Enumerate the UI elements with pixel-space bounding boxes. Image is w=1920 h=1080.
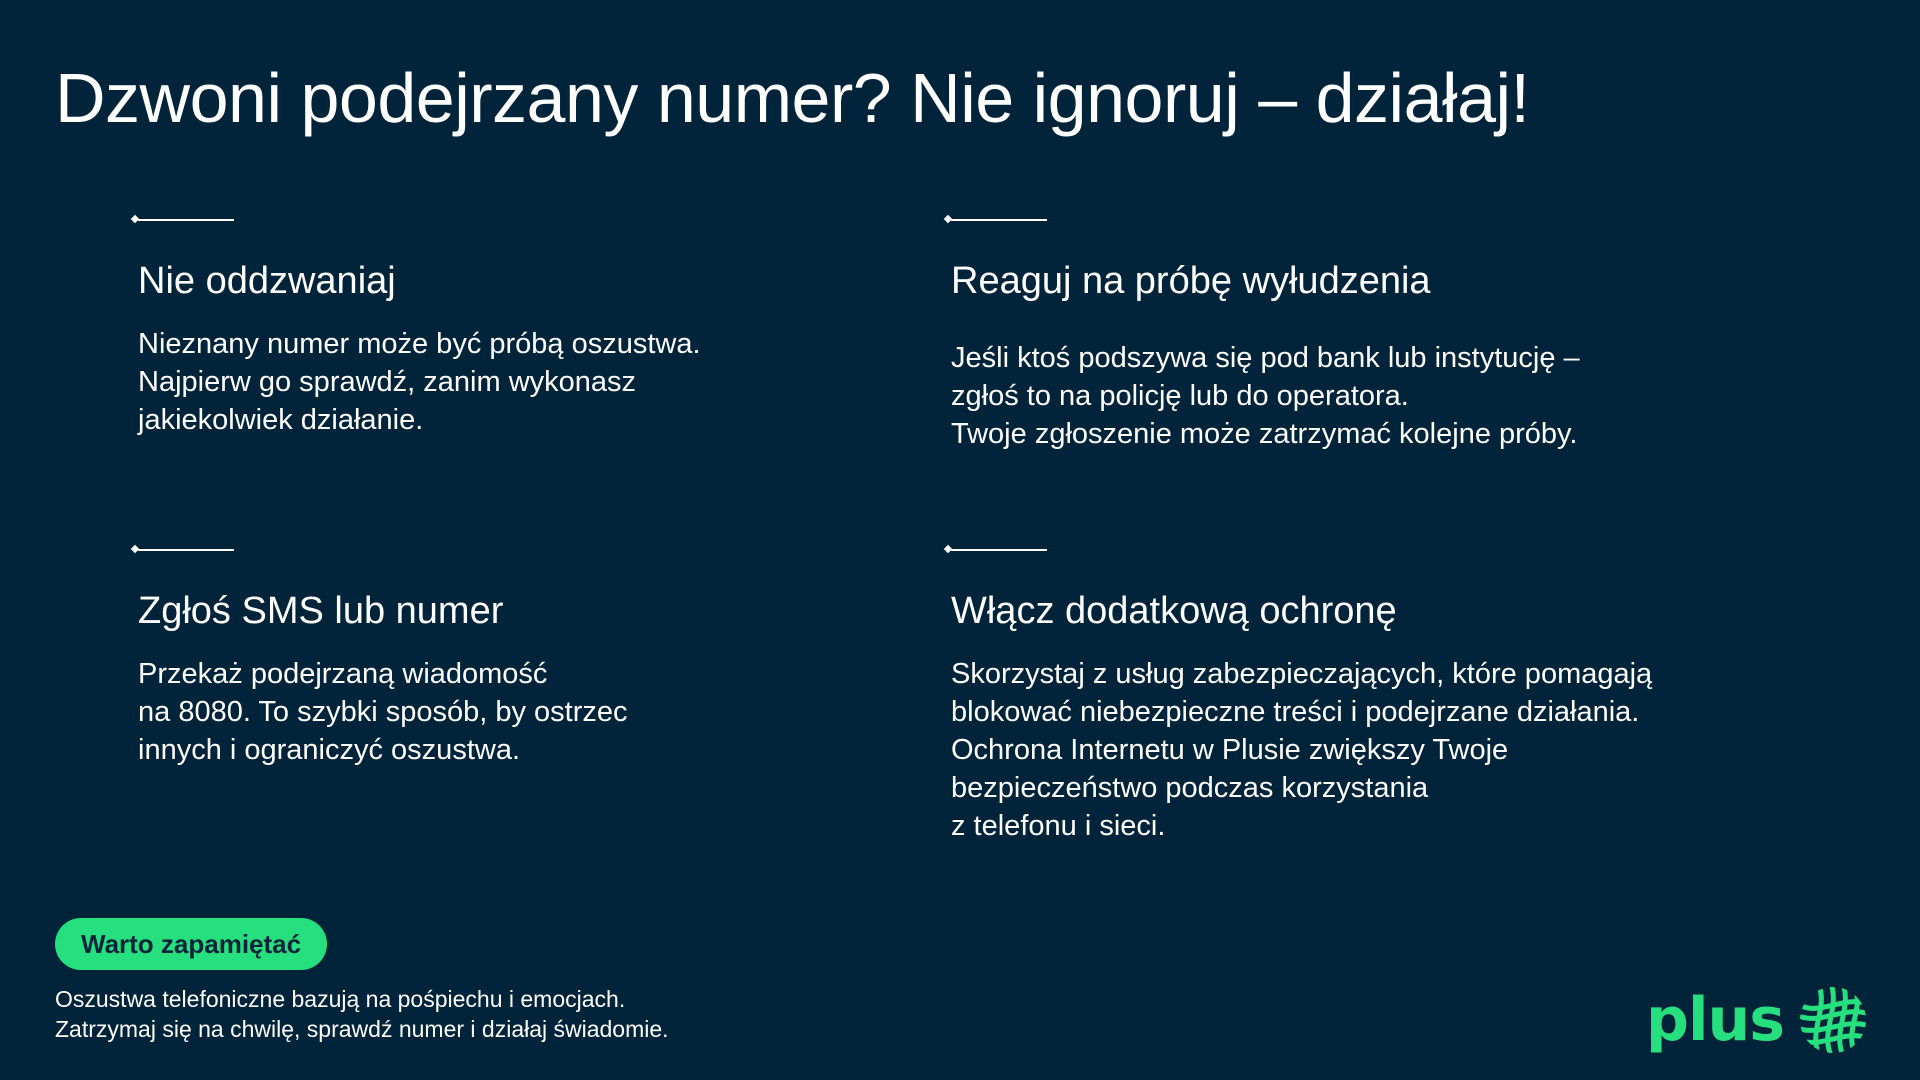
card-heading: Reaguj na próbę wyłudzenia [951,260,1431,302]
remember-badge: Warto zapamiętać [55,918,327,970]
tip-card-call-back [138,215,701,439]
card-body: Jeśli ktoś podszywa się pod bank lub instytucję – zgłoś to na policję lub do operatora. Twoje zgłoszenie może zatrzymać kolejne próby. [951,342,1580,450]
card-heading: Włącz dodatkową ochronę [951,590,1397,632]
tip-card-react [951,215,1580,453]
card-body: Przekaż podejrzaną wiadomość na 8080. To szybki sposób, by ostrzec innych i ograniczyć oszustwa. [138,658,628,766]
card-heading: Nie oddzwaniaj [138,260,396,302]
card-body: Skorzystaj z usług zabezpieczających, które pomagają blokować niebezpieczne treści i podejrzane działania. Ochrona Internetu w Plusie zwiększy Twoje bezpieczeństwo podczas korzystania z telefonu i sieci. [951,658,1653,842]
tip-card-protection [951,545,1652,845]
plus-logo [1646,980,1868,1060]
remember-note: Oszustwa telefoniczne bazują na pośpiechu i emocjach. Zatrzymaj się na chwilę, sprawdź numer i działaj świadomie. [55,986,669,1042]
card-divider [945,545,1047,555]
card-heading: Zgłoś SMS lub numer [138,590,504,632]
plus-logo-icon [1798,985,1868,1055]
card-body: Nieznany numer może być próbą oszustwa. Najpierw go sprawdź, zanim wykonasz jakiekolwiek działanie. [138,328,701,436]
tip-card-report-sms [138,545,628,769]
card-divider [132,215,234,225]
card-divider [132,545,234,555]
page-title: Dzwoni podejrzany numer? Nie ignoruj – działaj! [55,59,1530,137]
logo-text: plus [1646,985,1784,1055]
card-divider [945,215,1047,225]
